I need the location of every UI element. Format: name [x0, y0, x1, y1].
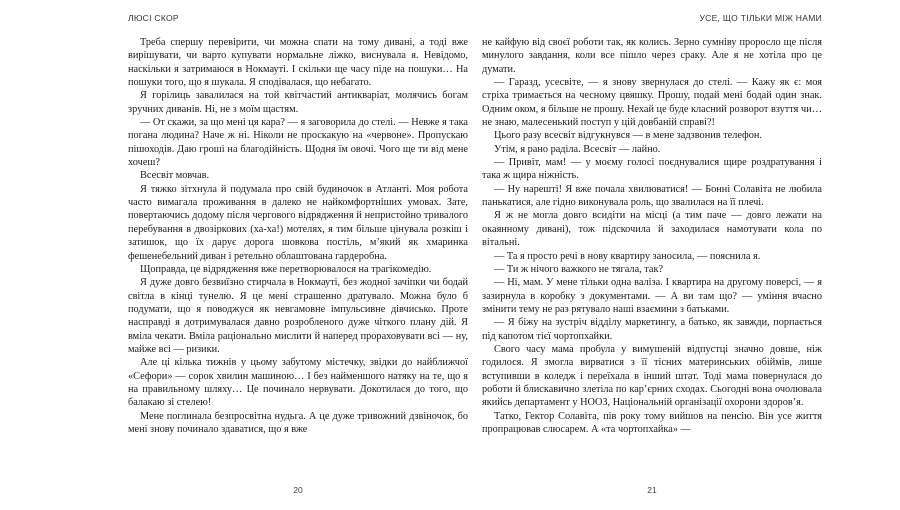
paragraph: Щоправда, це відрядження вже перетворювалося на трагікомедію.	[140, 263, 432, 275]
paragraph: Я тяжко зітхнула й подумала про свій будиночок в Атланті. Моя робота часто вимагала проживання в далеко не найкомфортніших умовах. Зате, повертаючись додому після чергового відрядження й непристойно тривалого перебування в двозіркових (ха-ха!) мотелях, я тим більше цінувала розкіш і затишок, що їх дарує дорога шовкова постіль, м’який як хмаринка фешенебельний диван і ретельно облаштована гардеробна.	[128, 183, 468, 262]
paragraph: — Ну нарешті! Я вже почала хвилюватися! — Бонні Солавіта не любила панькатися, але гідно виконувала роль, що звалилася на її плечі.	[482, 183, 822, 209]
paragraph: Мене поглинала безпросвітна нудьга. А це дуже тривожний дзвіночок, бо мені знову починало здаватися, що я вже	[128, 410, 468, 435]
paragraph: Всесвіт мовчав.	[140, 170, 210, 182]
paragraph: — Гаразд, усесвіте, — я знову звернулася до стелі. — Кажу як є: моя стріха тримається на чесному цвяшку. Прошу, подай мені бодай один знак. Одним оком, я більше не прошу. Нехай це буде класний розворот взуття чи… не знаю, малесенький поступ у цій довбаній справі?!	[482, 77, 822, 129]
paragraph: Я ж не могла довго всидіти на місці (а тим паче — довго лежати на окаянному дивані), тож підскочила й заходилася намотувати кола по вітальні.	[482, 210, 822, 249]
paragraph: Але ці кілька тижнів у цьому забутому містечку, звідки до найближчої «Сефори» — сорок хвилин машиною… І без найменшого натяку на те, що я на правильному шляху… Це починало нервувати. Докотилася до того, що балакаю зі стелею!	[128, 357, 468, 409]
paragraph: — Та я просто речі в нову квартиру заносила, — пояснила я.	[494, 250, 761, 262]
left-page	[128, 0, 468, 510]
paragraph: Татко, Гектор Солавіта, пів року тому вийшов на пенсію. Він усе життя пропрацював слюсарем. А «та чортопхайка» —	[482, 410, 822, 435]
running-head-author: ЛЮСІ СКОР	[128, 13, 179, 23]
paragraph: не кайфую від своєї роботи так, як колись. Зерно сумніву проросло ще після минулого завдання, коли все пішло через сраку. Але я не хотіла про це думати.	[482, 37, 822, 75]
paragraph: Цього разу всесвіт відгукнувся — в мене задзвонив телефон.	[494, 130, 762, 142]
running-head-title: УСЕ, ЩО ТІЛЬКИ МІЖ НАМИ	[699, 13, 822, 23]
page-number: 21	[647, 485, 657, 495]
paragraph: — От скажи, за що мені ця кара? — я заговорила до стелі. — Невже я така погана людина? Наче ж ні. Ніколи не проскакую на «червоне». Пропускаю пішоходів. Даю гроші на благодійність. Щодня їм овочі. Чого ще ти від мене хочеш?	[128, 117, 468, 169]
page-number: 20	[293, 485, 303, 495]
right-page-body	[482, 36, 822, 436]
paragraph: — Ти ж нічого важкого не тягала, так?	[494, 263, 664, 275]
paragraph: Свого часу мама пробула у вимушеній відпустці значно довше, ніж годилося. Я змогла вирватися з її тісних материнських обіймів, лише вступивши в коледж і переїхала в інший штат. Тоді мама повернулася до роботи й блискавично злетіла по кар’єрних сходах. Сьогодні вона очолювала якийсь департамент у НООЗ, Національній організації охорони здоров’я.	[482, 343, 822, 409]
right-page	[482, 0, 822, 510]
left-page-body	[128, 36, 468, 436]
paragraph: Я дуже довго безвиїзно стирчала в Нокмауті, без жодної зачіпки чи бодай світла в кінці тунелю. Я це мені страшенно дратувало. Можна було б подумати, що я поводжуся як невгамовне імпульсивне дівчисько. Проте насправді я дотримувалася давно розробленого дуже чіткого плану дій. Я вміла чекати. Вміла раціонально мислити й наперед прораховувати всі — ну, майже всі — ризики.	[128, 277, 468, 355]
paragraph: — Ні, мам. У мене тільки одна валіза. І квартира на другому поверсі, — я зазирнула в коробку з документами. — А ви там що? — уміння вчасно змінити тему не раз рятувало наші взаємини з батьками.	[482, 277, 822, 315]
paragraph: Я горілиць завалилася на той квітчастий антикваріат, молячись богам зручних диванів. Ні, не з моїм щастям.	[128, 90, 468, 115]
paragraph: Треба спершу перевірити, чи можна спати на тому дивані, а тоді вже вирішувати, чи варто купувати нормальне ліжко, виснувала я. Невідомо, наскільки я затримаюся в Нокмауті. І скільки ще часу піде на пошуки… На пошуки того, що я шукала. Я сподівалася, що небагато.	[128, 37, 468, 89]
paragraph: Утім, я рано раділа. Всесвіт — лайно.	[494, 143, 661, 155]
paragraph: — Привіт, мам! — у моєму голосі поєднувалися щире роздратування і така ж щира ніжність.	[482, 157, 822, 182]
paragraph: — Я біжу на зустріч відділу маркетингу, а батько, як завжди, порпається під капотом тієї чортопхайки.	[482, 317, 822, 342]
